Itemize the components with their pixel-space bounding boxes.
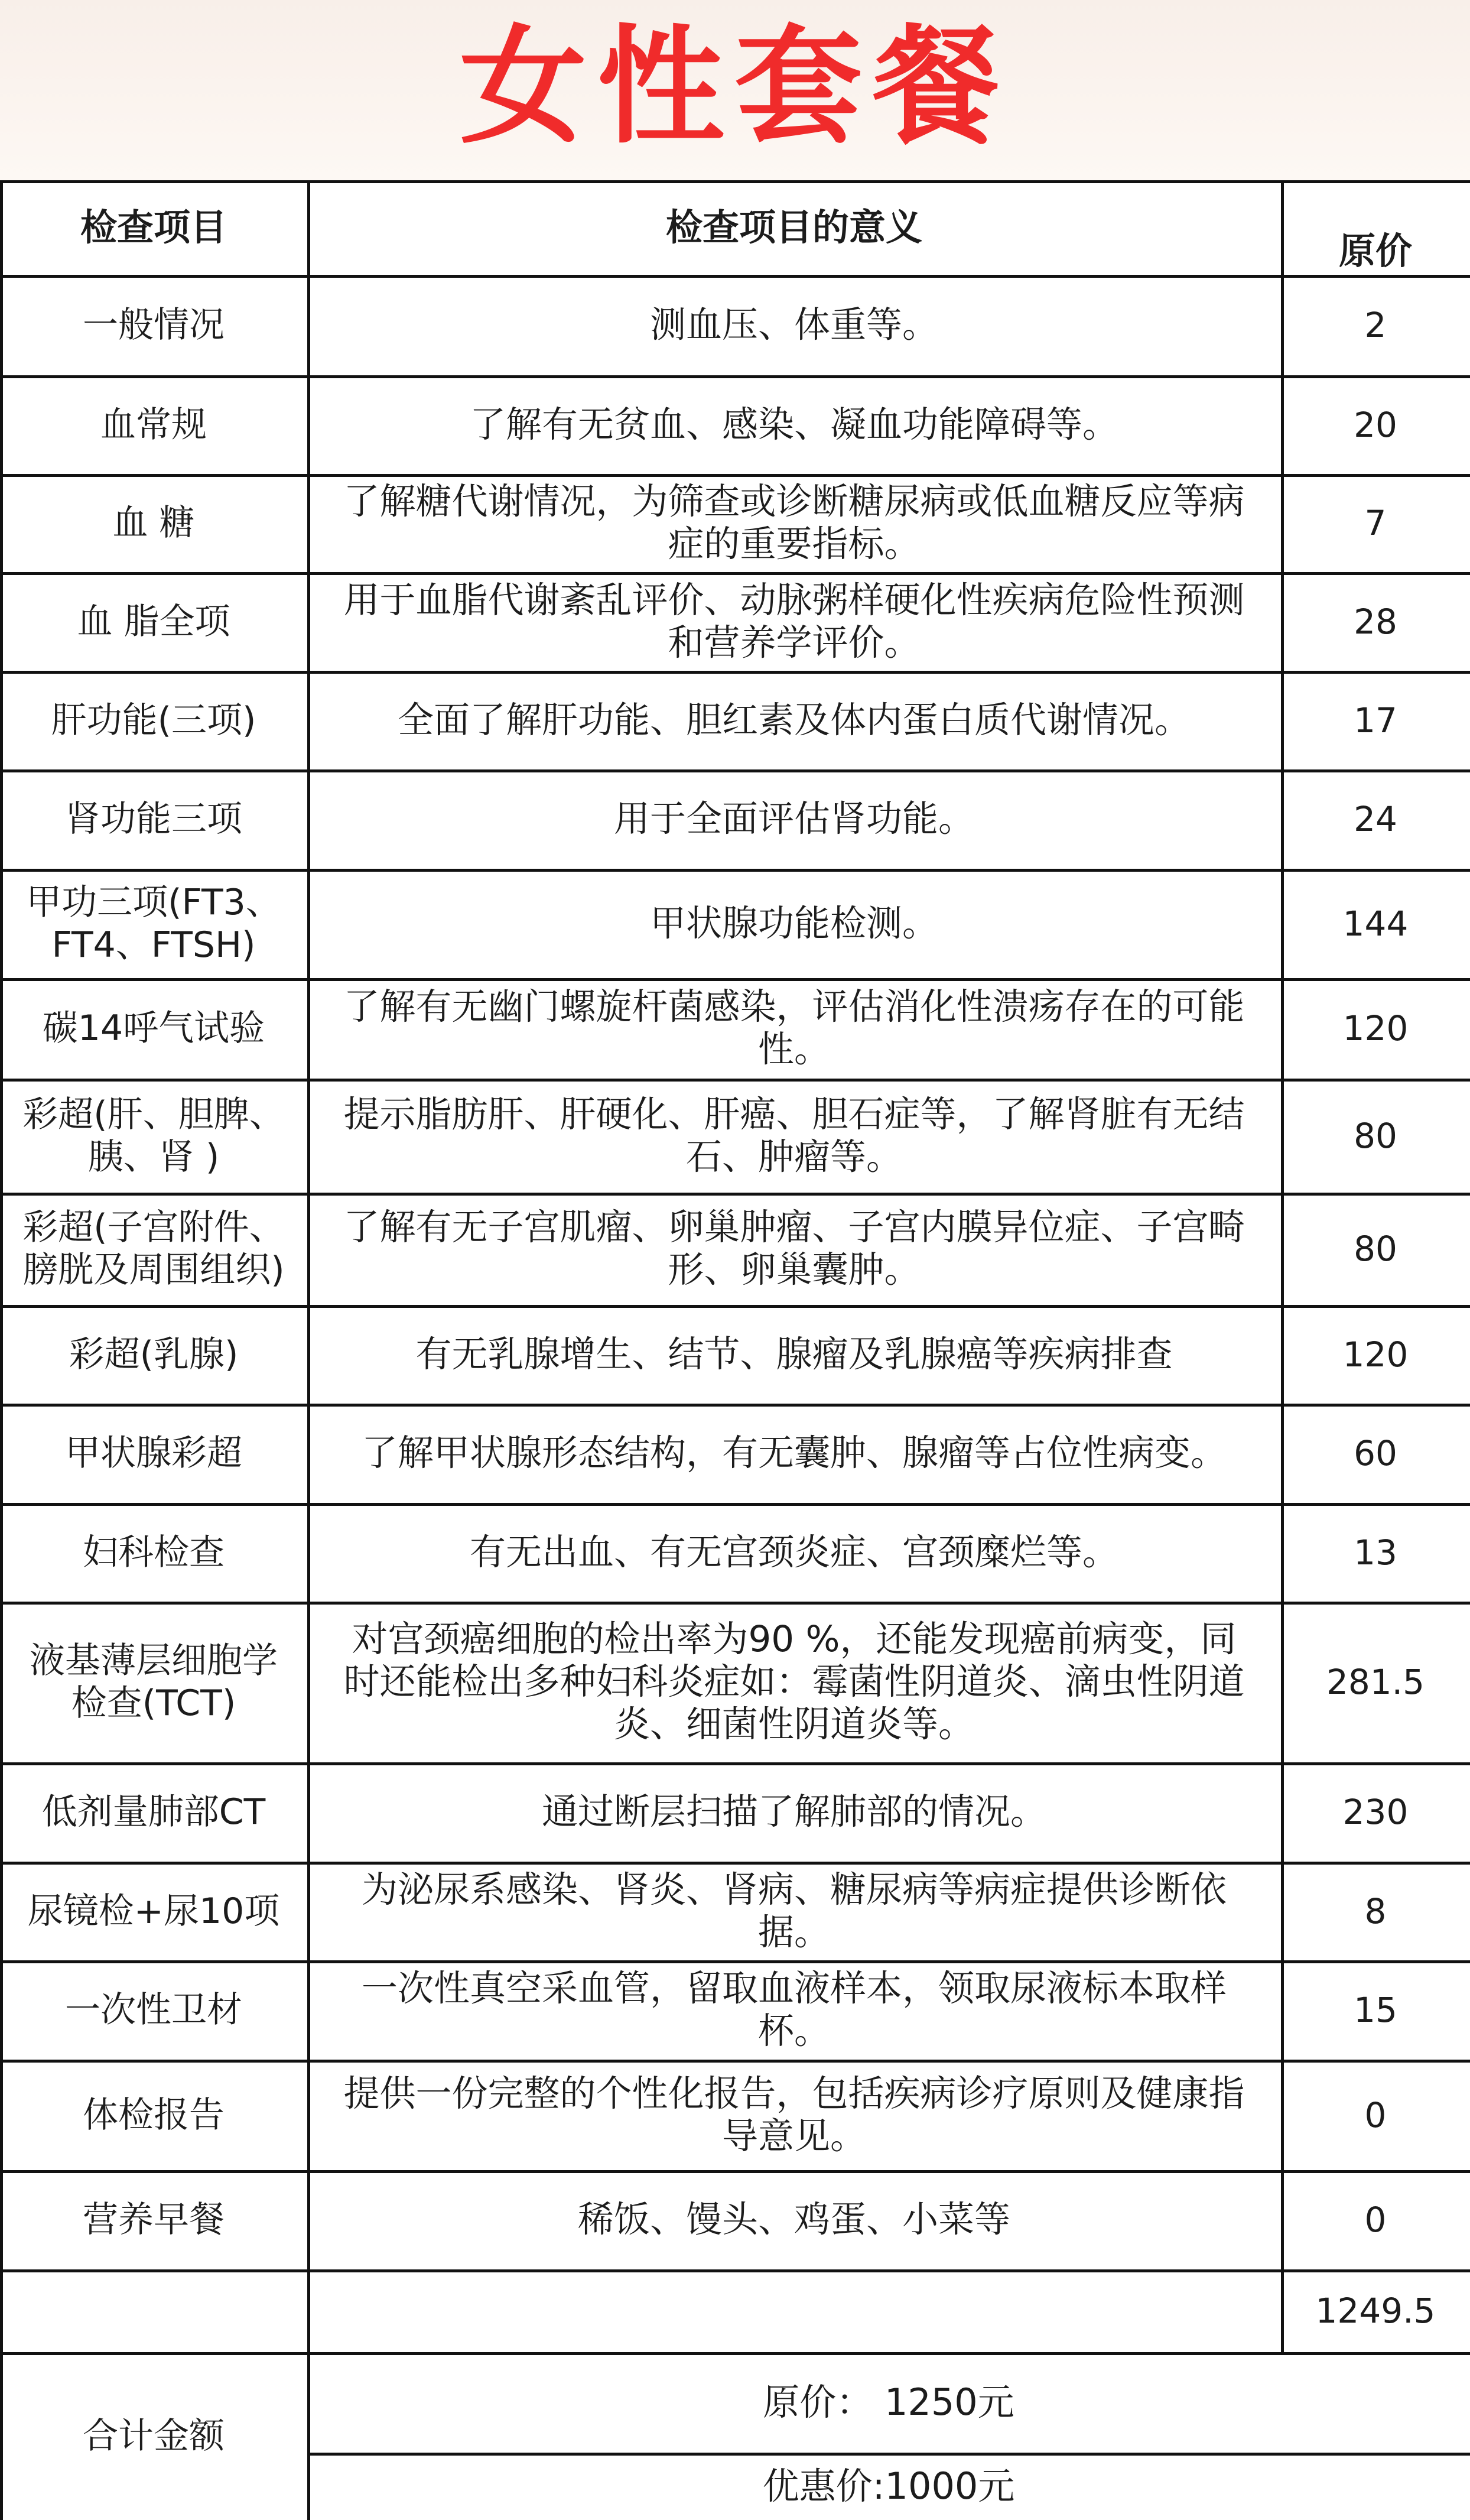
- cell-item-name: 低剂量肺部CT: [41, 1791, 266, 1833]
- cell-item-name: 血 糖: [112, 502, 195, 544]
- cell-item-price: 20: [1354, 404, 1397, 445]
- cell-item-meaning: 有无乳腺增生、结节、腺瘤及乳腺癌等疾病排查: [415, 1333, 1173, 1375]
- cell-item-price: 13: [1354, 1532, 1397, 1573]
- cell-item-price: 0: [1364, 2200, 1387, 2240]
- cell-item-price: 120: [1342, 1008, 1409, 1048]
- header-meaning: 检查项目的意义: [665, 206, 922, 249]
- cell-item-name: 甲功三项(FT3、FT4、FTSH): [26, 881, 281, 966]
- total-original-price: 原价： 1250元: [763, 2381, 1014, 2424]
- cell-item-name: 一般情况: [83, 304, 225, 346]
- header-item: 检查项目: [80, 206, 227, 249]
- cell-item-meaning: 有无出血、有无宫颈炎症、宫颈糜烂等。: [469, 1531, 1118, 1573]
- cell-item-price: 24: [1354, 799, 1397, 839]
- cell-item-meaning: 用于血脂代谢紊乱评价、动脉粥样硬化性疾病危险性预测和营养学评价。: [343, 579, 1245, 664]
- cell-item-price: 144: [1342, 903, 1409, 944]
- cell-item-name: 妇科检查: [83, 1531, 225, 1573]
- cell-item-name: 肾功能三项: [65, 798, 242, 840]
- cell-item-meaning: 通过断层扫描了解肺部的情况。: [541, 1791, 1046, 1833]
- cell-item-price: 8: [1364, 1891, 1387, 1931]
- cell-item-name: 彩超(肝、胆脾、胰、肾 ): [22, 1093, 285, 1178]
- cell-item-meaning: 对宫颈癌细胞的检出率为90 %，还能发现癌前病变，同时还能检出多种妇科炎症如：霉菌性阴道炎、滴虫性阴道炎、细菌性阴道炎等。: [343, 1618, 1245, 1745]
- cell-item-meaning: 了解糖代谢情况，为筛查或诊断糖尿病或低血糖反应等病症的重要指标。: [343, 480, 1245, 565]
- cell-item-meaning: 用于全面评估肾功能。: [613, 798, 974, 840]
- cell-item-meaning: 为泌尿系感染、肾炎、肾病、糖尿病等病症提供诊断依据。: [361, 1868, 1227, 1953]
- cell-item-meaning: 了解有无幽门螺旋杆菌感染，评估消化性溃疡存在的可能性。: [343, 986, 1245, 1070]
- page-title: 女性套餐: [460, 12, 1010, 161]
- cell-item-meaning: 了解甲状腺形态结构，有无囊肿、腺瘤等占位性病变。: [361, 1432, 1227, 1474]
- cell-item-price: 80: [1354, 1229, 1397, 1269]
- cell-item-name: 营养早餐: [83, 2199, 225, 2240]
- cell-item-price: 7: [1364, 503, 1387, 543]
- cell-item-price: 60: [1354, 1433, 1397, 1473]
- total-label: 合计金额: [83, 2415, 225, 2457]
- cell-item-name: 彩超(乳腺): [69, 1333, 239, 1375]
- cell-item-meaning: 了解有无子宫肌瘤、卵巢肿瘤、子宫内膜异位症、子宫畸形、卵巢囊肿。: [343, 1206, 1245, 1291]
- subtotal-value: 1249.5: [1315, 2291, 1436, 2331]
- cell-item-meaning: 一次性真空采血管，留取血液样本，领取尿液标本取样杯。: [361, 1967, 1227, 2052]
- cell-item-name: 血常规: [100, 404, 207, 446]
- cell-item-price: 281.5: [1326, 1662, 1425, 1702]
- cell-item-name: 体检报告: [83, 2094, 225, 2136]
- cell-item-price: 28: [1354, 601, 1397, 642]
- row-divider: [0, 2269, 1470, 2272]
- cell-item-name: 甲状腺彩超: [65, 1433, 242, 1474]
- cell-item-meaning: 测血压、体重等。: [649, 304, 938, 346]
- cell-item-meaning: 全面了解肝功能、胆红素及体内蛋白质代谢情况。: [397, 699, 1191, 741]
- total-discount-price: 优惠价:1000元: [762, 2464, 1015, 2508]
- cell-item-price: 17: [1354, 700, 1397, 741]
- cell-item-price: 230: [1342, 1792, 1409, 1832]
- cell-item-name: 液基薄层细胞学检查(TCT): [30, 1640, 278, 1724]
- cell-item-name: 尿镜检+尿10项: [27, 1890, 280, 1932]
- cell-item-price: 120: [1342, 1334, 1409, 1375]
- cell-item-meaning: 稀饭、馒头、鸡蛋、小菜等: [577, 2198, 1010, 2240]
- cell-item-meaning: 提供一份完整的个性化报告，包括疾病诊疗原则及健康指导意见。: [343, 2072, 1245, 2157]
- cell-item-meaning: 了解有无贫血、感染、凝血功能障碍等。: [469, 403, 1118, 446]
- cell-item-price: 2: [1364, 305, 1387, 345]
- cell-item-name: 肝功能(三项): [51, 699, 256, 741]
- cell-item-meaning: 提示脂肪肝、肝硬化、肝癌、胆石症等，了解肾脏有无结石、肿瘤等。: [343, 1093, 1245, 1178]
- cell-item-price: 0: [1364, 2094, 1387, 2135]
- cell-item-price: 15: [1354, 1990, 1397, 2030]
- package-table: [0, 180, 1470, 2520]
- cell-item-name: 碳14呼气试验: [42, 1008, 265, 1049]
- cell-item-price: 80: [1354, 1115, 1397, 1156]
- cell-item-meaning: 甲状腺功能检测。: [649, 902, 938, 944]
- cell-item-name: 血 脂全项: [77, 600, 230, 642]
- title-banner: [0, 0, 1470, 180]
- cell-item-name: 彩超(子宫附件、膀胱及周围组织): [22, 1207, 285, 1291]
- header-price: 原价: [1338, 229, 1412, 272]
- cell-item-name: 一次性卫材: [65, 1989, 242, 2031]
